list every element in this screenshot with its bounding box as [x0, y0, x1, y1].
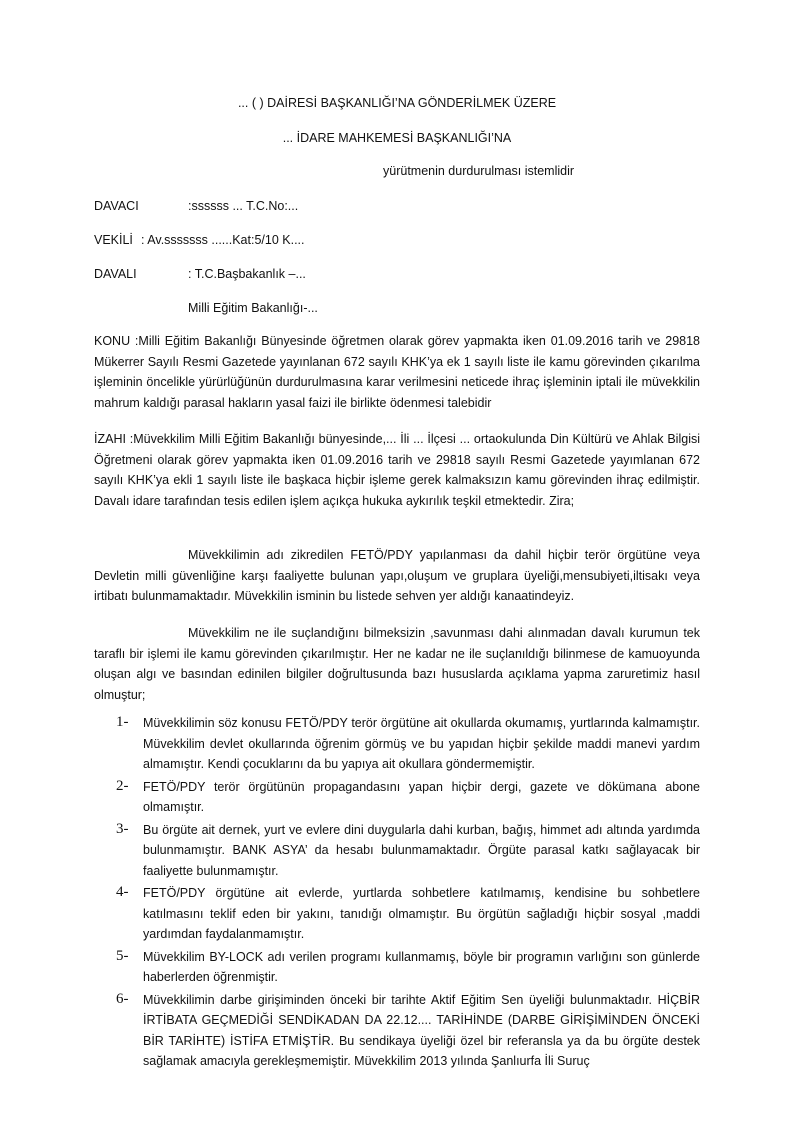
header-line-2: ... İDARE MAHKEMESİ BAŞKANLIĞI’NA — [282, 131, 512, 145]
header-line-3: yürütmenin durdurulması istemlidir — [383, 164, 575, 178]
numbered-list — [94, 713, 700, 1074]
list-item-text: Bu örgüte ait dernek, yurt ve evlere dini duygularla dahi kurban, bağış, himmet adı altında yardımda bulunmamıştır. BANK ASYA’ da hesabı bulunmamaktadır. Örgüte parasal katkı sağlayacak bir faaliyette bulunmamıştır. — [143, 822, 700, 878]
header-line-1: ... ( ) DAİRESİ BAŞKANLIĞI’NA GÖNDERİLMEK ÜZERE — [237, 96, 557, 110]
list-number: 3- — [116, 820, 129, 837]
list-item — [94, 820, 700, 882]
vekili-value: : Av.sssssss ......Kat:5/10 K.... — [141, 233, 305, 247]
list-number: 6- — [116, 990, 129, 1007]
davaci-label: DAVACI — [94, 199, 139, 213]
paragraph-1: Müvekkilimin adı zikredilen FETÖ/PDY yapılanması da dahil hiçbir terör örgütüne veya Devletin milli güvenliğine karşı faaliyette bulunan yapı,oluşum ve gruplara üyeliği,mensubiyeti,iltisakı veya irtibatı bulunmamaktadır. Müvekkilin isminin bu listede sehven yer aldığı kanaatindeyiz. — [94, 548, 700, 603]
izahi-paragraph: İZAHI :Müvekkilim Milli Eğitim Bakanlığı bünyesinde,... İli ... İlçesi ... ortaokulunda Din Kültürü ve Ahlak Bilgisi Öğretmeni olarak görev yapmakta iken 01.09.2016 tarih ve 29818 sayılı Resmi Gazetede yayımlanan 672 sayılı KHK’ya ekli 1 sayılı liste ile başkaca hiçbir işleme gerek kalmaksızın kamu görevinden ihraç edilmiştir. Davalı idare tarafından tesis edilen işlem açıkça hukuka aykırılık teşkil etmektedir. Zira; — [94, 432, 700, 508]
davaci-value: :ssssss ... T.C.No:... — [188, 199, 299, 213]
list-number: 2- — [116, 777, 129, 794]
list-number: 5- — [116, 947, 129, 964]
list-item-text: Müvekkilim BY-LOCK adı verilen programı kullanmamış, böyle bir programın varlığını son günlerde haberlerden öğrenmiştir. — [143, 949, 700, 984]
list-item-text: Müvekkilimin söz konusu FETÖ/PDY terör örgütüne ait okullarda okumamış, yurtlarında kalmamıştır. Müvekkilim devlet okullarında öğrenim görmüş ve bu yapıdan hiçbir şekilde maddi manevi yardım almamıştır. Kendi çocuklarını da bu yapıya ait okullara göndermemiştir. — [143, 716, 700, 771]
list-item-text: FETÖ/PDY terör örgütünün propagandasını yapan hiçbir dergi, gazete ve dökümana abone olmamıştır. — [143, 779, 700, 814]
list-item — [94, 990, 700, 1072]
davali-label: DAVALI — [94, 267, 137, 281]
vekili-label: VEKİLİ — [94, 233, 133, 247]
davali-value-2: Milli Eğitim Bakanlığı-... — [188, 301, 318, 315]
list-item-text: Müvekkilimin darbe girişiminden önceki bir tarihte Aktif Eğitim Sen üyeliği bulunmaktadır. HİÇBİR İRTİBATA GEÇMEDİĞİ SENDİKADAN DA 22.12.... TARİHİNDE (DARBE GİRİŞİMİNDEN ÖNCEKİ BİR TARİHTE) İSTİFA ETMİŞTİR. Bu sendikaya üyeliği özel bir referansla ya da bu örgüte destek sağlamak amacıyla gerekleşmemiştir. Müvekkilim 2013 yılında Şanlıurfa İli Suruç — [143, 992, 700, 1068]
list-item — [94, 777, 700, 818]
list-number: 4- — [116, 884, 129, 900]
list-item — [94, 947, 700, 988]
list-item-text: FETÖ/PDY örgütüne ait evlerde, yurtlarda sohbetlere katılmamış, kendisine bu sohbetlere katılmasını teklif eden bir yakını, tanıdığı olmamıştır. Bu örgütün sağladığı hiçbir sosyal ,maddi yardımdan faydalanmamıştır. — [143, 886, 700, 941]
list-item — [94, 883, 700, 945]
list-number: 1- — [116, 714, 129, 730]
paragraph-2: Müvekkilim ne ile suçlandığını bilmeksizin ,savunması dahi alınmadan davalı kurumun tek taraflı bir işlemi ile kamu görevinden çıkarılmıştır. Her ne kadar ne ile suçlanıldığı bilinmese de kamuoyunda oluşan algı ve basından edinilen bilgiler doğrultusunda bazı hususlarda açıklama yapma zaruretimiz hasıl olmuştur; — [94, 626, 700, 702]
konu-paragraph: KONU :Milli Eğitim Bakanlığı Bünyesinde öğretmen olarak görev yapmakta iken 01.09.2016 tarih ve 29818 Mükerrer Sayılı Resmi Gazetede yayınlanan 672 sayılı KHK’ya ek 1 sayılı liste ile kamu görevinden çıkarılma işleminin öncelikle yürürlüğünün durdurulmasına karar verilmesini neticede ihraç işleminin iptali ile müvekkilin mahrum kaldığı parasal hakların yasal faizi ile birlikte ödenmesi talebidir — [94, 334, 700, 410]
list-item — [94, 713, 700, 775]
davali-value: : T.C.Başbakanlık –... — [188, 267, 306, 281]
